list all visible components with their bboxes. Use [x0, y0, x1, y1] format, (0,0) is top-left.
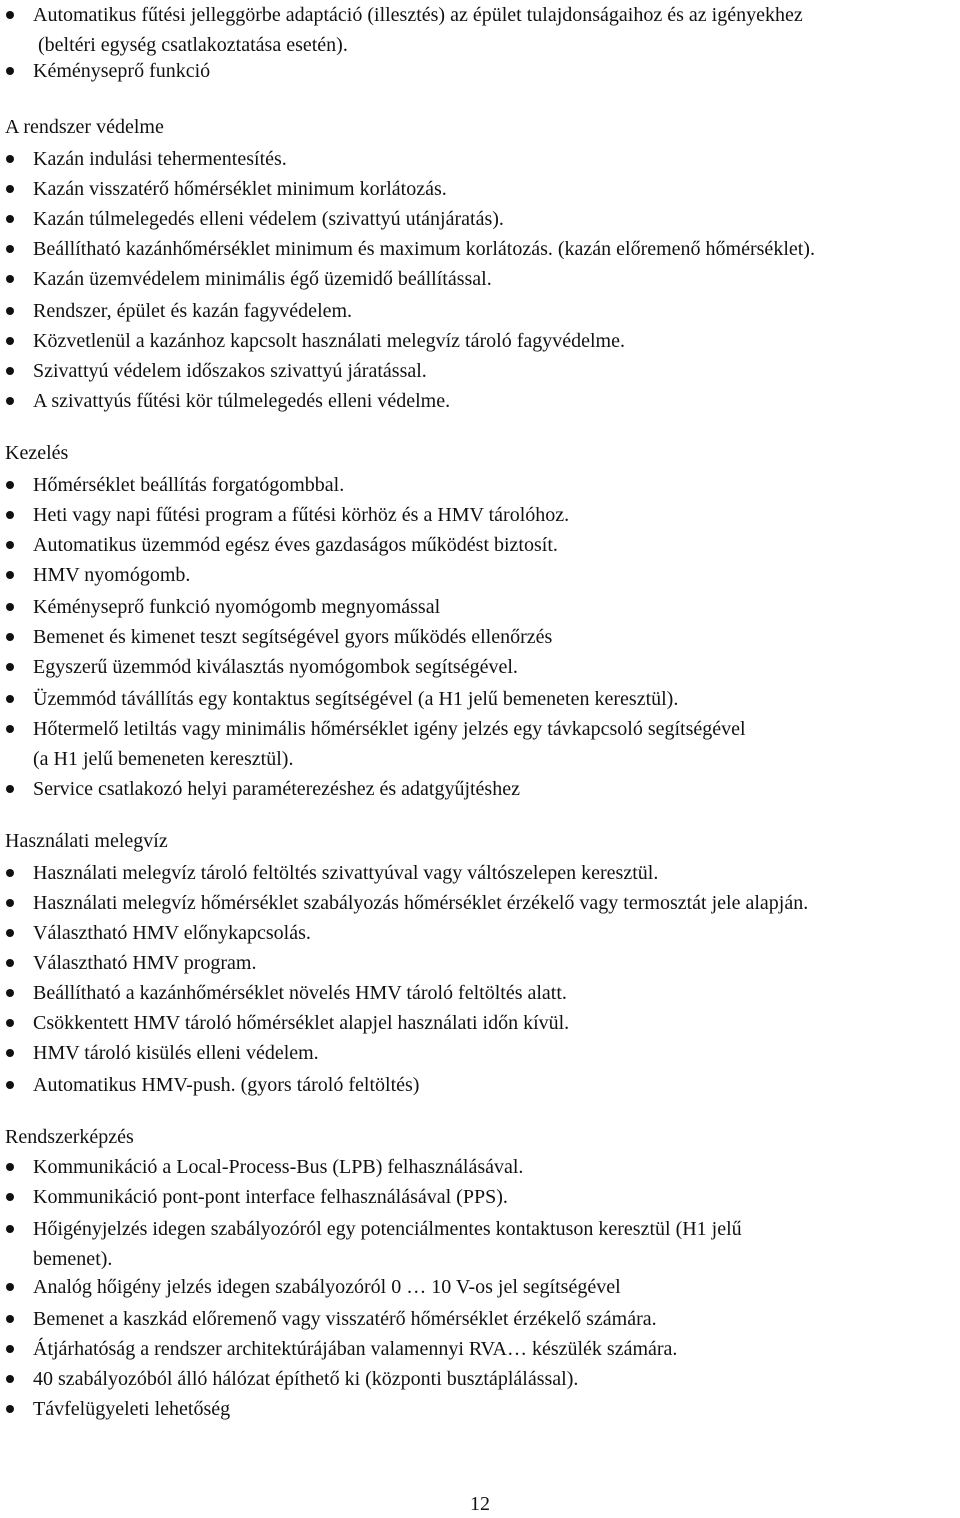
- list-item: Heti vagy napi fűtési program a fűtési körhöz és a HMV tárolóhoz.: [33, 504, 570, 526]
- list-item: HMV nyomógomb.: [33, 564, 191, 586]
- list-item: Távfelügyeleti lehetőség: [33, 1398, 231, 1420]
- bullet-icon: [6, 511, 14, 519]
- bullet-icon: [6, 1283, 14, 1291]
- list-item: Használati melegvíz hőmérséklet szabályozás hőmérséklet érzékelő vagy termosztát jele alapján.: [33, 892, 809, 914]
- list-item: Hőtermelő letiltás vagy minimális hőmérséklet igény jelzés egy távkapcsoló segítségével: [33, 718, 746, 740]
- list-item: Hőmérséklet beállítás forgatógombbal.: [33, 474, 345, 496]
- bullet-icon: [6, 633, 14, 641]
- list-item: Automatikus HMV-push. (gyors tároló feltöltés): [33, 1074, 420, 1096]
- bullet-icon: [6, 603, 14, 611]
- bullet-icon: [6, 245, 14, 253]
- list-item-continuation: (beltéri egység csatlakoztatása esetén).: [38, 34, 348, 56]
- bullet-icon: [6, 899, 14, 907]
- bullet-icon: [6, 1345, 14, 1353]
- section-heading: Kezelés: [5, 442, 69, 464]
- list-item: Beállítható kazánhőmérséklet minimum és maximum korlátozás. (kazán előremenő hőmérséklet).: [33, 238, 815, 260]
- section-heading: A rendszer védelme: [5, 116, 164, 138]
- list-item: Kommunikáció pont-pont interface felhasználásával (PPS).: [33, 1186, 508, 1208]
- list-item: Service csatlakozó helyi paraméterezéshez és adatgyűjtéshez: [33, 778, 520, 800]
- bullet-icon: [6, 869, 14, 877]
- bullet-icon: [6, 1375, 14, 1383]
- bullet-icon: [6, 215, 14, 223]
- list-item-continuation: (a H1 jelű bemeneten keresztül).: [33, 748, 294, 770]
- bullet-icon: [6, 11, 14, 19]
- page-number: 12: [470, 1493, 490, 1515]
- list-item: Kazán visszatérő hőmérséklet minimum korlátozás.: [33, 178, 447, 200]
- bullet-icon: [6, 1049, 14, 1057]
- list-item: Egyszerű üzemmód kiválasztás nyomógombok segítségével.: [33, 656, 518, 678]
- bullet-icon: [6, 397, 14, 405]
- bullet-icon: [6, 959, 14, 967]
- bullet-icon: [6, 1081, 14, 1089]
- list-item: Átjárhatóság a rendszer architektúrájában valamennyi RVA… készülék számára.: [33, 1338, 678, 1360]
- bullet-icon: [6, 67, 14, 75]
- bullet-icon: [6, 695, 14, 703]
- list-item: Választható HMV előnykapcsolás.: [33, 922, 311, 944]
- list-item: HMV tároló kisülés elleni védelem.: [33, 1042, 319, 1064]
- list-item: Kommunikáció a Local-Process-Bus (LPB) felhasználásával.: [33, 1156, 524, 1178]
- list-item: Hőigényjelzés idegen szabályozóról egy potenciálmentes kontaktuson keresztül (H1 jelű: [33, 1218, 742, 1240]
- list-item: Választható HMV program.: [33, 952, 257, 974]
- list-item: A szivattyús fűtési kör túlmelegedés elleni védelme.: [33, 390, 451, 412]
- bullet-icon: [6, 307, 14, 315]
- bullet-icon: [6, 481, 14, 489]
- bullet-icon: [6, 1315, 14, 1323]
- bullet-icon: [6, 1405, 14, 1413]
- bullet-icon: [6, 1163, 14, 1171]
- bullet-icon: [6, 663, 14, 671]
- bullet-icon: [6, 1193, 14, 1201]
- list-item: Üzemmód távállítás egy kontaktus segítségével (a H1 jelű bemeneten keresztül).: [33, 688, 679, 710]
- bullet-icon: [6, 1019, 14, 1027]
- bullet-icon: [6, 275, 14, 283]
- bullet-icon: [6, 185, 14, 193]
- list-item: Kazán indulási tehermentesítés.: [33, 148, 287, 170]
- bullet-icon: [6, 1225, 14, 1233]
- bullet-icon: [6, 155, 14, 163]
- list-item: Analóg hőigény jelzés idegen szabályozóról 0 … 10 V-os jel segítségével: [33, 1276, 621, 1298]
- list-item: 40 szabályozóból álló hálózat építhető ki (központi busztáplálással).: [33, 1368, 579, 1390]
- list-item: Rendszer, épület és kazán fagyvédelem.: [33, 300, 353, 322]
- list-item: Beállítható a kazánhőmérséklet növelés HMV tároló feltöltés alatt.: [33, 982, 567, 1004]
- list-item: Automatikus fűtési jelleggörbe adaptáció (illesztés) az épület tulajdonságaihoz és az igényekhez: [33, 4, 803, 26]
- list-item-continuation: bemenet).: [33, 1248, 113, 1270]
- bullet-icon: [6, 571, 14, 579]
- list-item: Kazán túlmelegedés elleni védelem (szivattyú utánjáratás).: [33, 208, 504, 230]
- list-item: Használati melegvíz tároló feltöltés szivattyúval vagy váltószelepen keresztül.: [33, 862, 659, 884]
- bullet-icon: [6, 929, 14, 937]
- section-heading: Használati melegvíz: [5, 830, 168, 852]
- list-item: Kéményseprő funkció: [33, 60, 211, 82]
- list-item: Csökkentett HMV tároló hőmérséklet alapjel használati időn kívül.: [33, 1012, 570, 1034]
- section-heading: Rendszerképzés: [5, 1126, 134, 1148]
- list-item: Szivattyú védelem időszakos szivattyú járatással.: [33, 360, 427, 382]
- bullet-icon: [6, 725, 14, 733]
- bullet-icon: [6, 337, 14, 345]
- list-item: Bemenet a kaszkád előremenő vagy visszatérő hőmérséklet érzékelő számára.: [33, 1308, 657, 1330]
- list-item: Kazán üzemvédelem minimális égő üzemidő beállítással.: [33, 268, 492, 290]
- list-item: Közvetlenül a kazánhoz kapcsolt használati melegvíz tároló fagyvédelme.: [33, 330, 625, 352]
- bullet-icon: [6, 367, 14, 375]
- bullet-icon: [6, 541, 14, 549]
- bullet-icon: [6, 989, 14, 997]
- list-item: Automatikus üzemmód egész éves gazdaságos működést biztosít.: [33, 534, 558, 556]
- bullet-icon: [6, 785, 14, 793]
- list-item: Kéményseprő funkció nyomógomb megnyomással: [33, 596, 441, 618]
- list-item: Bemenet és kimenet teszt segítségével gyors működés ellenőrzés: [33, 626, 553, 648]
